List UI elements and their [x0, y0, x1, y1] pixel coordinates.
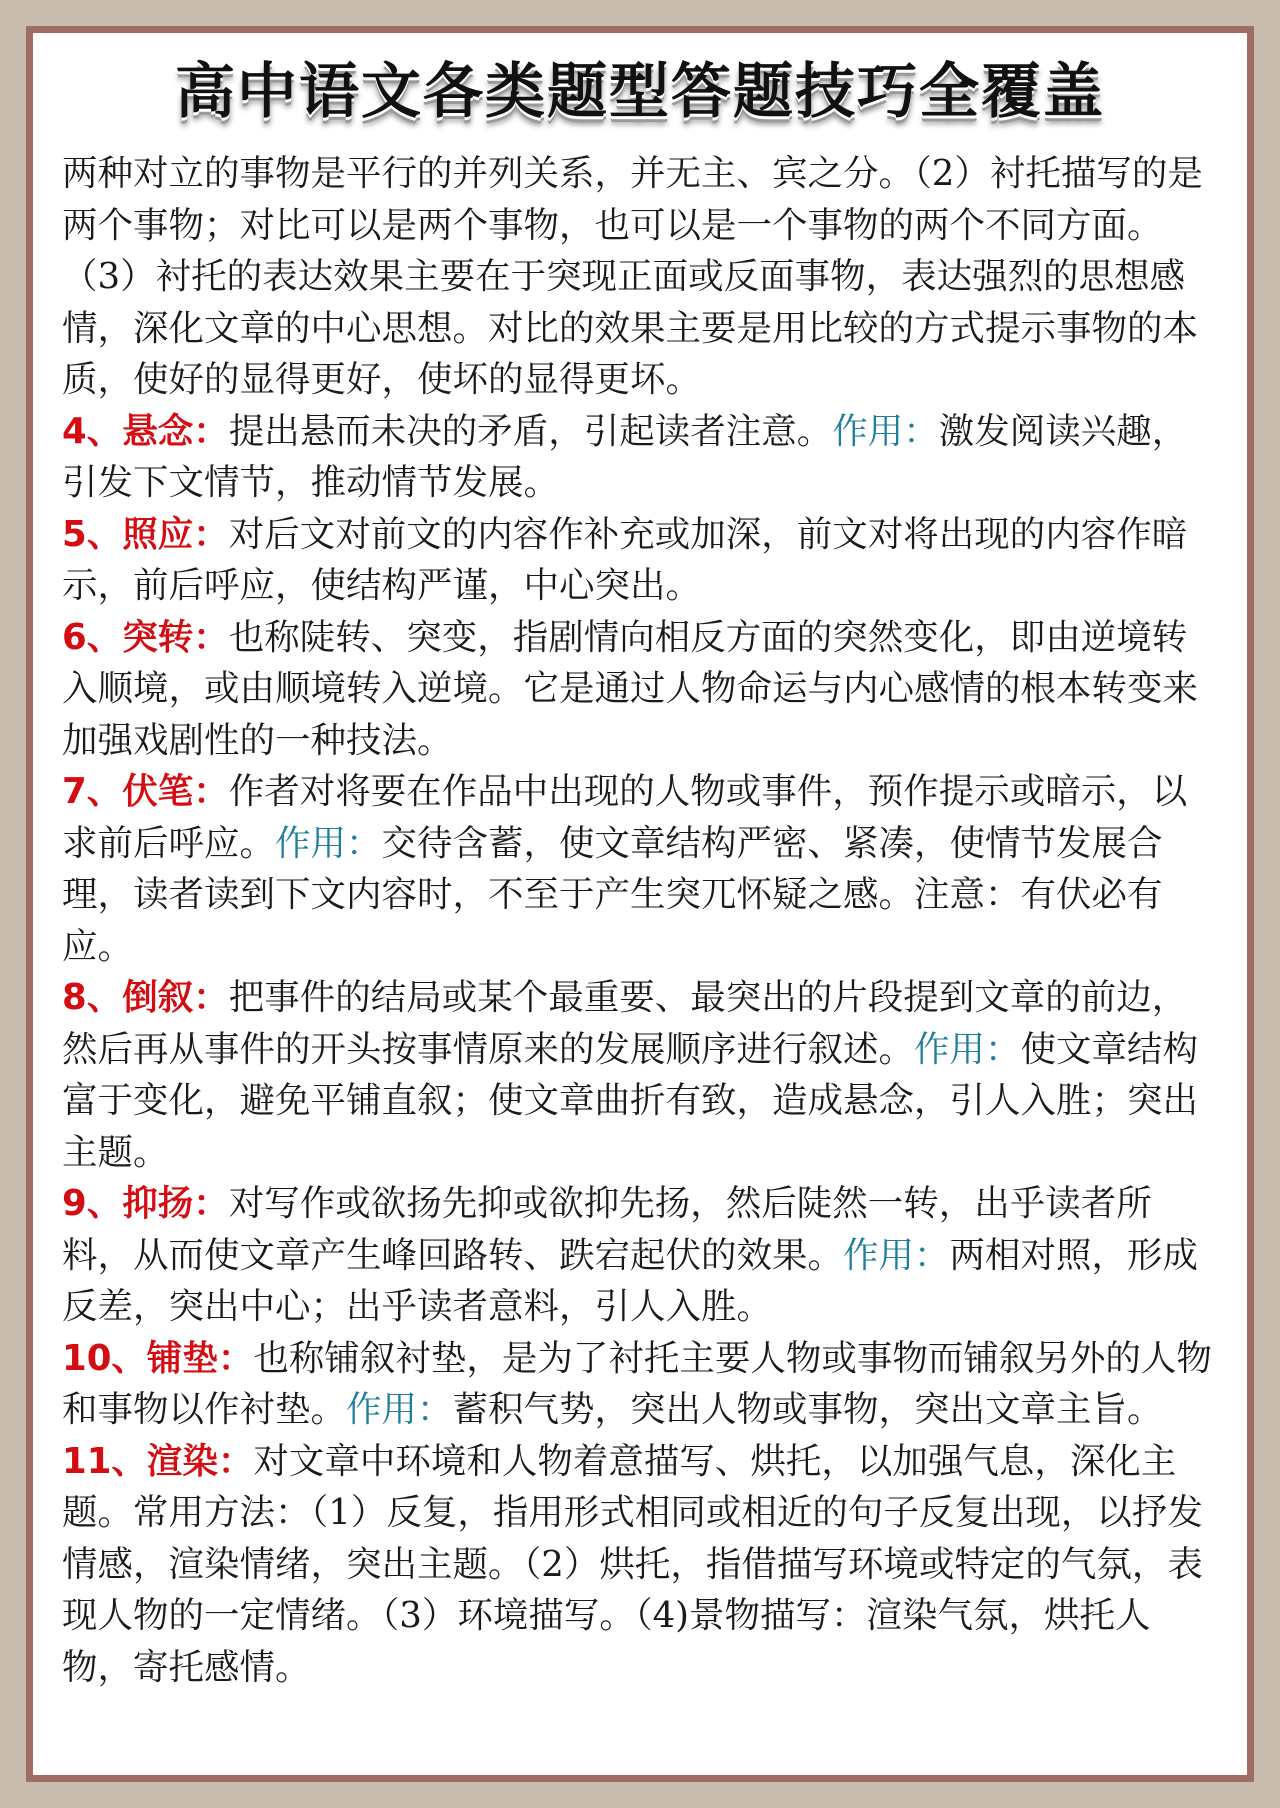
term-label: 8、倒叙：: [62, 977, 229, 1018]
page-title: 高中语文各类题型答题技巧全覆盖: [175, 57, 1105, 127]
term-definition: 对文章中环境和人物着意描写、烘托，以加强气息，深化主题。常用方法：（1）反复，指用形式相同或相近的句子反复出现，以抒发情感，渲染情绪，突出主题。（2）烘托，指借描写环境或特定的气氛，表现人物的一定情绪。（3）环境描写。（4)景物描写：渲染气氛，烘托人物，寄托感情。: [62, 1440, 1203, 1688]
entry-sudden-turn: [62, 612, 1212, 767]
effect-text: 激发阅读兴趣，引发下文情节，推动情节发展。: [62, 410, 1188, 503]
term-definition: 作者对将要在作品中出现的人物或事件，预作提示或暗示，以求前后呼应。: [62, 771, 1188, 864]
term-definition: 也称陡转、突变，指剧情向相反方面的突然变化，即由逆境转入顺境，或由顺境转入逆境。它是通过人物命运与内心感情的根本转变来加强戏剧性的一种技法。: [62, 616, 1199, 761]
effect-label: 作用：: [346, 1389, 453, 1430]
effect-text: 交待含蓄，使文章结构严密、紧凑，使情节发展合理，读者读到下文内容时，不至于产生突兀怀疑之感。注意：有伏必有应。: [62, 822, 1163, 967]
term-label: 5、照应：: [62, 513, 229, 555]
term-label: 11、渲染：: [62, 1440, 254, 1482]
term-definition: 把事件的结局或某个最重要、最突出的片段提到文章的前边，然后再从事件的开头按事情原来的发展顺序进行叙述。: [62, 977, 1188, 1070]
entry-contrast-rise: [62, 1178, 1212, 1333]
intro-paragraph: [62, 148, 1212, 406]
entry-flashback: [62, 972, 1212, 1178]
term-definition: 也称铺叙衬垫，是为了衬托主要人物或事物而铺叙另外的人物和事物以作衬垫。: [62, 1337, 1212, 1430]
term-label: 9、抑扬：: [62, 1183, 229, 1224]
effect-text: 蓄积气势，突出人物或事物，突出文章主旨。: [452, 1389, 1163, 1430]
term-definition: 提出悬而未决的矛盾，引起读者注意。: [228, 410, 833, 452]
term-label: 10、铺垫：: [62, 1337, 254, 1379]
effect-label: 作用：: [275, 822, 382, 864]
effect-text: 两相对照，形成反差，突出中心；出乎读者意料，引人入胜。: [62, 1234, 1199, 1327]
entry-rendering: [62, 1436, 1212, 1694]
term-definition: 对后文对前文的内容作补充或加深，前文对将出现的内容作暗示，前后呼应，使结构严谨，中心突出。: [62, 513, 1188, 606]
term-label: 4、悬念：: [62, 410, 229, 452]
entry-foreshadowing: [62, 766, 1212, 972]
effect-label: 作用：: [914, 1028, 1021, 1070]
entry-echo: [62, 509, 1212, 612]
article-body: [62, 148, 1212, 1693]
entry-setup: [62, 1333, 1212, 1436]
term-label: 7、伏笔：: [62, 771, 229, 812]
entry-suspense: [62, 406, 1212, 509]
effect-text: 使文章结构富于变化，避免平铺直叙；使文章曲折有致，造成悬念，引人入胜；突出主题。: [62, 1028, 1199, 1173]
term-definition: 对写作或欲扬先抑或欲抑先扬，然后陡然一转，出乎读者所料，从而使文章产生峰回路转、跌宕起伏的效果。: [62, 1183, 1152, 1276]
effect-label: 作用：: [843, 1234, 950, 1276]
effect-label: 作用：: [832, 410, 939, 452]
term-label: 6、突转：: [62, 616, 229, 658]
intro-text: 两种对立的事物是平行的并列关系，并无主、宾之分。（2）衬托描写的是两个事物；对比可以是两个事物，也可以是一个事物的两个不同方面。（3）衬托的表达效果主要在于突现正面或反面事物，表达强烈的思想感情，深化文章的中心思想。对比的效果主要是用比较的方式提示事物的本质，使好的显得更好，使坏的显得更坏。: [62, 153, 1203, 400]
